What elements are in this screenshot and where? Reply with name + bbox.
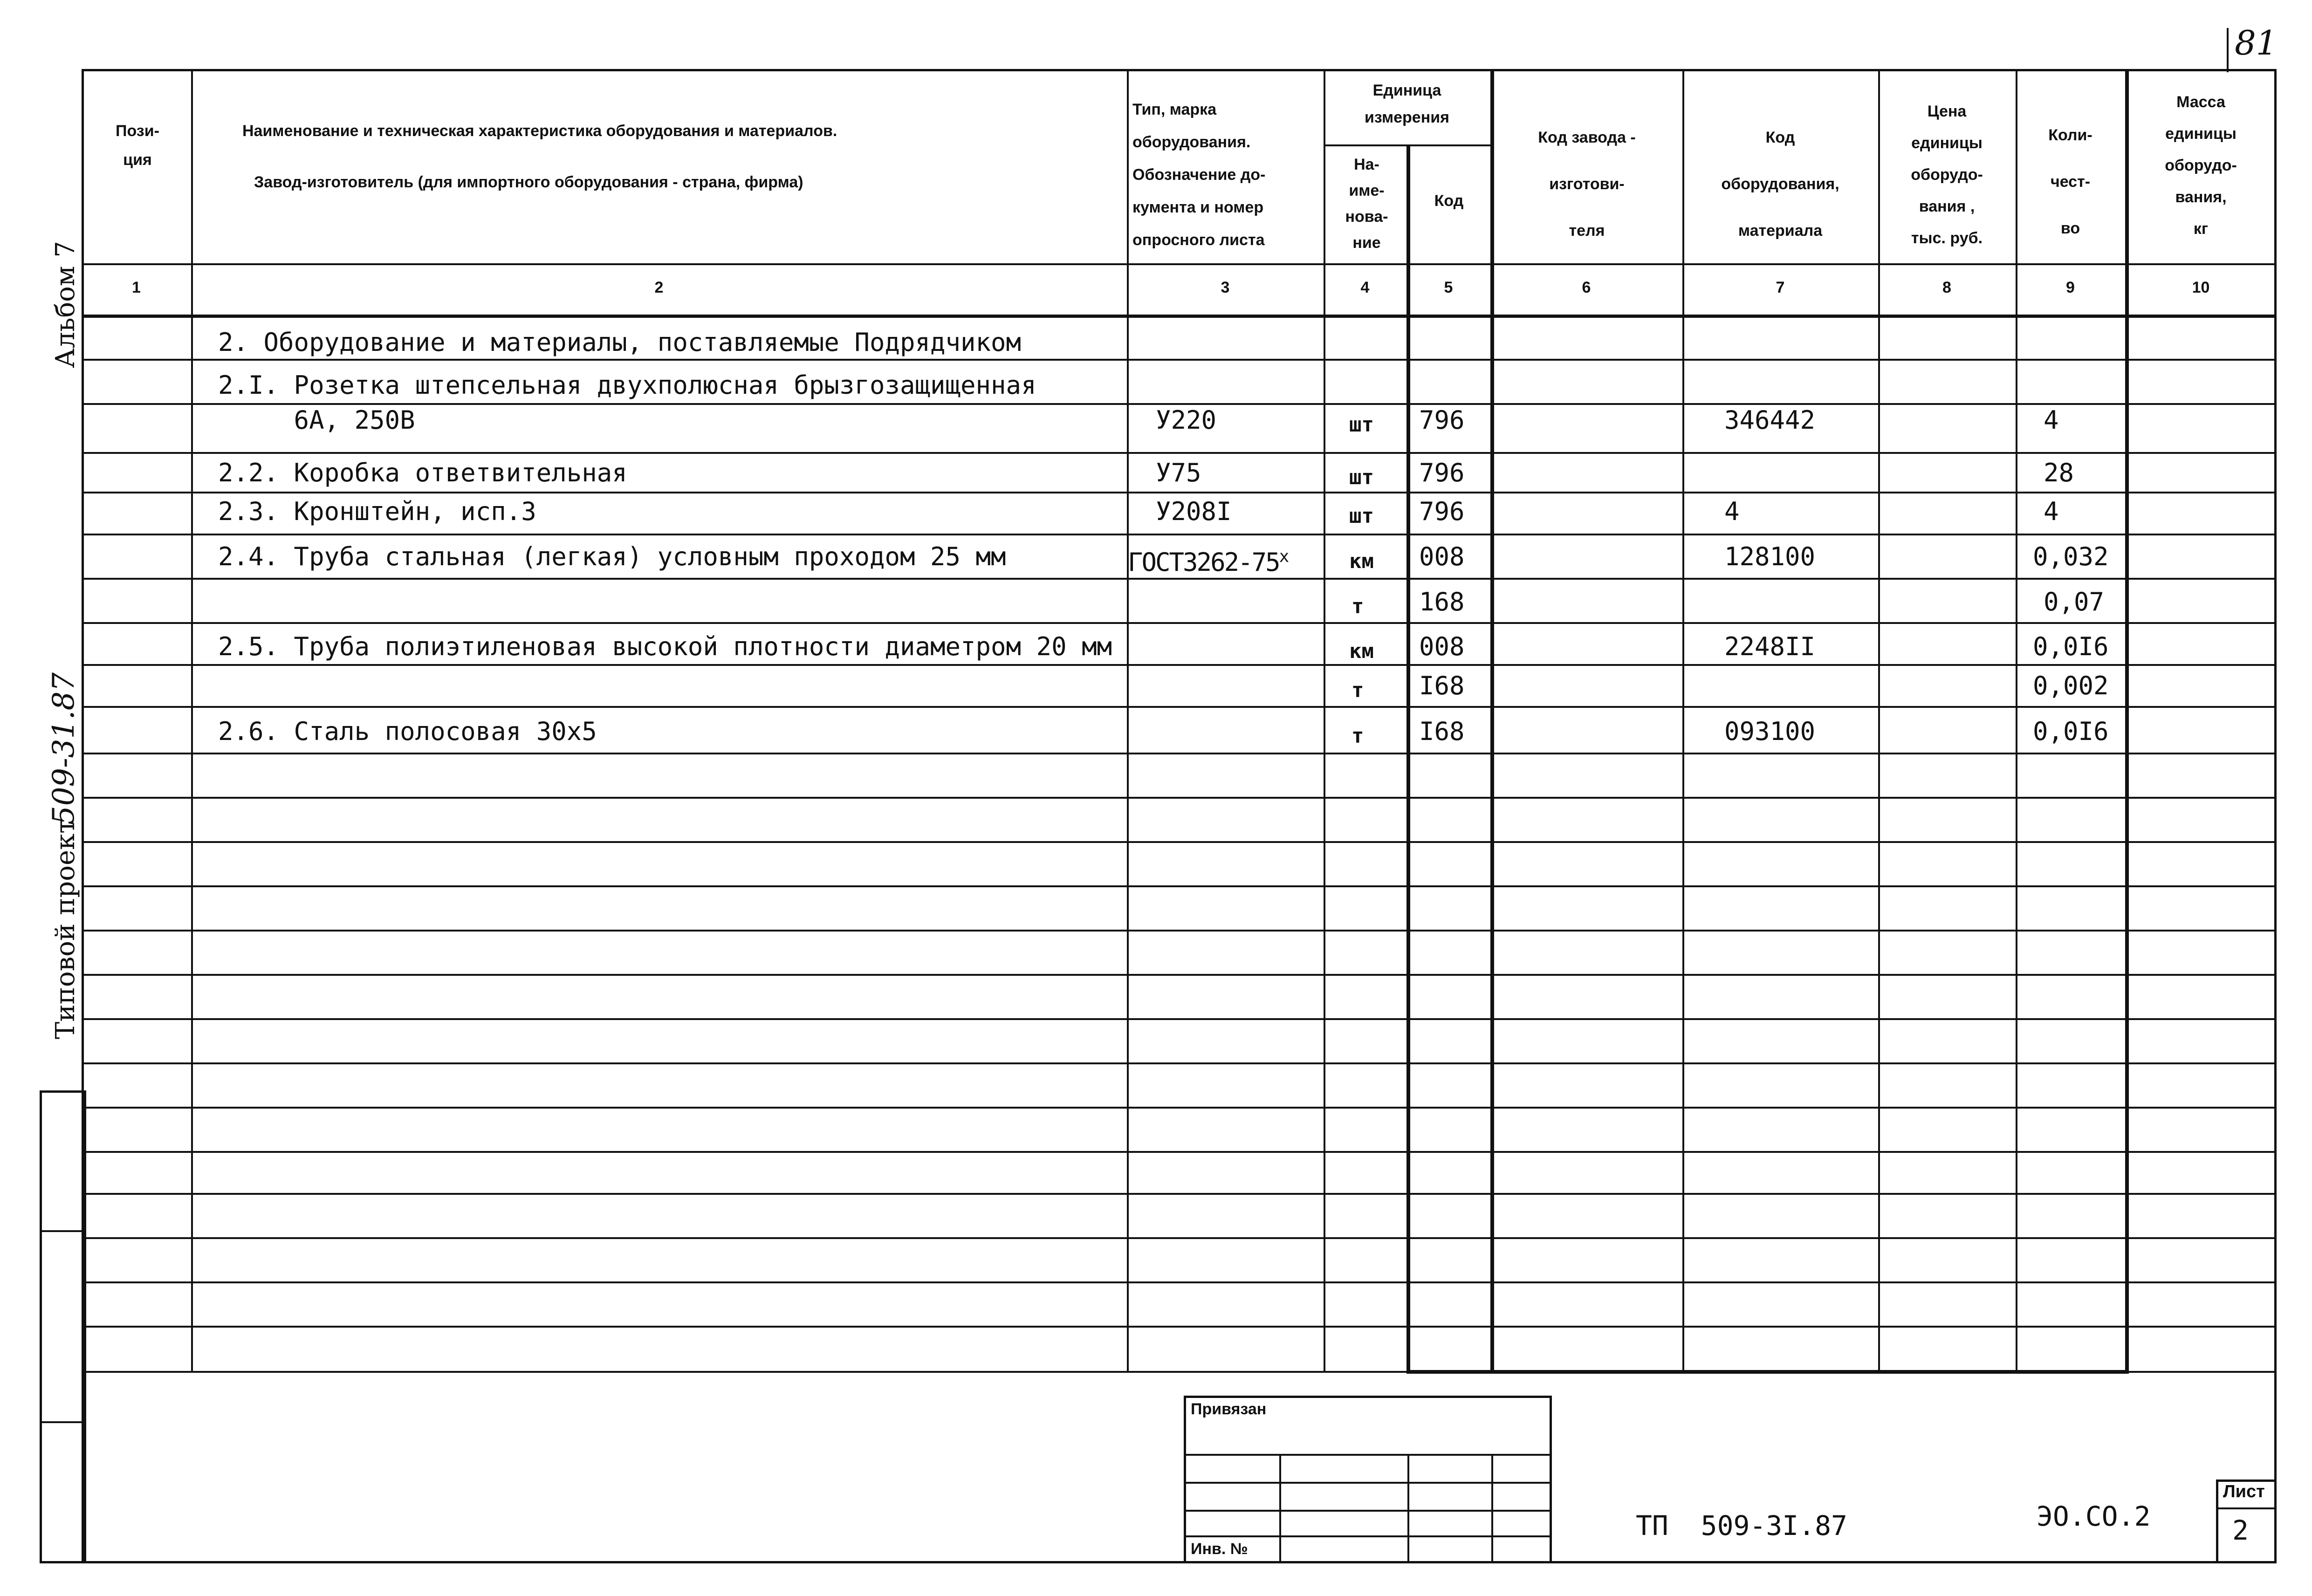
colnum-8: 8 [1942, 279, 1951, 296]
colnum-bottom-line [82, 315, 2277, 318]
item-unit-code: I68 [1419, 671, 1465, 700]
row-line [82, 622, 2277, 624]
binding-box-col [1407, 1454, 1409, 1563]
row-line [82, 452, 2277, 454]
side-label-album: Альбом 7 [50, 241, 81, 368]
col-divider-1 [191, 69, 193, 1373]
item-quantity: 28 [2044, 458, 2074, 487]
item-equipment-code: 093100 [1724, 717, 1816, 746]
item-type: У220 [1156, 405, 1217, 435]
item-type-text: ГОСТ3262-75 [1128, 548, 1279, 577]
header-unit-code: Код [1434, 192, 1464, 210]
row-line [82, 1281, 2277, 1283]
binding-box-line [1184, 1535, 1552, 1537]
colnum-1: 1 [132, 279, 141, 296]
col-divider-6 [1682, 69, 1684, 1373]
item-unit-code: 008 [1419, 632, 1465, 661]
col-divider-4 [1406, 144, 1410, 1373]
item-name: 2. Оборудование и материалы, поставляемые Подрядчиком [218, 328, 1022, 357]
colnum-3: 3 [1221, 279, 1230, 296]
row-line [82, 1062, 2277, 1064]
sheet-code: ЭО.СО.2 [2037, 1500, 2151, 1532]
item-quantity: 4 [2044, 497, 2059, 526]
colnum-5: 5 [1444, 279, 1453, 296]
header-unit-name: На- име- нова- ние [1345, 156, 1388, 252]
row-line [82, 974, 2277, 976]
row-line [82, 664, 2277, 666]
page-number: 81 [2235, 23, 2278, 62]
row-line [82, 1193, 2277, 1195]
item-unit-code: I68 [1419, 717, 1465, 746]
item-unit: т [1352, 678, 1364, 702]
row-line [82, 930, 2277, 932]
header-equipment-code: Код оборудования, материала [1721, 129, 1839, 240]
side-label-project-type: Типовой проект [50, 819, 81, 1039]
item-name: 2.3. Кронштейн, исп.3 [218, 497, 536, 526]
item-unit-code: 796 [1419, 458, 1465, 487]
row-line [82, 706, 2277, 708]
row-line [82, 534, 2277, 535]
row-line [82, 753, 2277, 754]
item-unit: шт [1349, 413, 1374, 437]
document-code: ТП 509-3I.87 [1636, 1510, 1847, 1541]
row-line [82, 885, 2277, 887]
item-quantity: 0,07 [2044, 587, 2105, 616]
item-type-sup: x [1279, 547, 1288, 566]
binding-strip-divider [40, 1421, 86, 1423]
binding-box-line [1184, 1454, 1552, 1456]
sheet-number-divider [2216, 1507, 2277, 1509]
inventory-number-label: Инв. № [1191, 1540, 1248, 1558]
row-line [82, 1151, 2277, 1153]
item-unit: шт [1349, 466, 1374, 489]
colnum-10: 10 [2192, 279, 2210, 296]
colnum-9: 9 [2066, 279, 2075, 296]
item-name: 2.4. Труба стальная (легкая) условным проходом 25 мм [218, 542, 1006, 571]
item-type: У75 [1156, 458, 1201, 487]
binding-box [1184, 1396, 1552, 1563]
item-quantity: 0,032 [2033, 542, 2109, 571]
item-name: 2.2. Коробка ответвительная [218, 458, 627, 487]
item-unit-code: 008 [1419, 542, 1465, 571]
sheet-label: Лист [2223, 1482, 2265, 1501]
item-name: 2.I. Розетка штепсельная двухполюсная брызгозащищенная [218, 370, 1036, 400]
col-divider-5 [1490, 69, 1494, 1373]
item-equipment-code: 346442 [1724, 405, 1816, 435]
item-quantity: 0,0I6 [2033, 717, 2109, 746]
header-position: Пози- ция [116, 122, 159, 169]
item-unit-code: 796 [1419, 405, 1465, 435]
col-divider-8 [2016, 69, 2017, 1373]
header-type: Тип, марка оборудования. Обозначение до- кумента и номер опросного листа [1132, 101, 1266, 249]
header-bottom-line [82, 263, 2277, 265]
col-divider-2 [1127, 69, 1129, 1373]
row-line [82, 1107, 2277, 1109]
row-line [82, 492, 2277, 493]
binding-box-col [1279, 1454, 1281, 1563]
colnum-7: 7 [1776, 279, 1785, 296]
header-name-line2: Завод-изготовитель (для импортного оборудования - страна, фирма) [254, 173, 803, 191]
col-divider-3 [1324, 69, 1325, 1373]
row-line [82, 797, 2277, 799]
col-divider-7 [1878, 69, 1880, 1373]
item-equipment-code: 4 [1724, 497, 1740, 526]
item-quantity: 0,0I6 [2033, 632, 2109, 661]
row-line [82, 578, 2277, 580]
item-unit: т [1352, 595, 1364, 618]
header-factory-code: Код завода - изготови- теля [1538, 129, 1636, 240]
row-line [82, 1018, 2277, 1020]
binding-strip-divider [40, 1230, 86, 1232]
item-unit: км [1349, 549, 1374, 573]
item-type: У208I [1156, 497, 1232, 526]
row-line [82, 841, 2277, 843]
item-unit: км [1349, 639, 1374, 663]
header-mass: Масса единицы оборудо- вания, кг [2165, 93, 2237, 238]
item-name: 6А, 250В [218, 405, 415, 435]
colnum-2: 2 [654, 279, 664, 296]
header-unit-group: Единица измерения [1365, 82, 1449, 126]
item-unit-code: 168 [1419, 587, 1465, 616]
item-equipment-code: 2248II [1724, 632, 1816, 661]
header-quantity: Коли- чест- во [2048, 126, 2092, 237]
binding-strip [40, 1090, 86, 1563]
colnum-6: 6 [1582, 279, 1591, 296]
item-unit-code: 796 [1419, 497, 1465, 526]
colnum-4: 4 [1360, 279, 1370, 296]
side-label-project-number: 509-31.87 [47, 672, 81, 825]
row-line [82, 359, 2277, 361]
binding-box-line [1184, 1482, 1552, 1484]
item-quantity: 0,002 [2033, 671, 2109, 700]
header-price: Цена единицы оборудо- вания , тыс. руб. [1911, 103, 1983, 247]
item-unit: шт [1349, 504, 1374, 528]
sheet-number: 2 [2232, 1514, 2249, 1546]
item-type [1128, 543, 1288, 576]
item-name: 2.6. Сталь полосовая 30х5 [218, 717, 597, 746]
item-equipment-code: 128100 [1724, 542, 1816, 571]
item-quantity: 4 [2044, 405, 2059, 435]
page-number-mark [2227, 28, 2229, 72]
col-divider-9 [2125, 69, 2129, 1373]
table-bottom-line [82, 1371, 2277, 1373]
binding-label: Привязан [1191, 1400, 1267, 1418]
row-line [82, 1326, 2277, 1328]
binding-box-col [1491, 1454, 1493, 1563]
item-unit: т [1352, 724, 1364, 748]
row-line [82, 403, 2277, 405]
binding-box-line [1184, 1510, 1552, 1512]
row-line [82, 1237, 2277, 1239]
header-name-line1: Наименование и техническая характеристика оборудования и материалов. [242, 122, 837, 140]
item-name: 2.5. Труба полиэтиленовая высокой плотности диаметром 20 мм [218, 632, 1112, 661]
